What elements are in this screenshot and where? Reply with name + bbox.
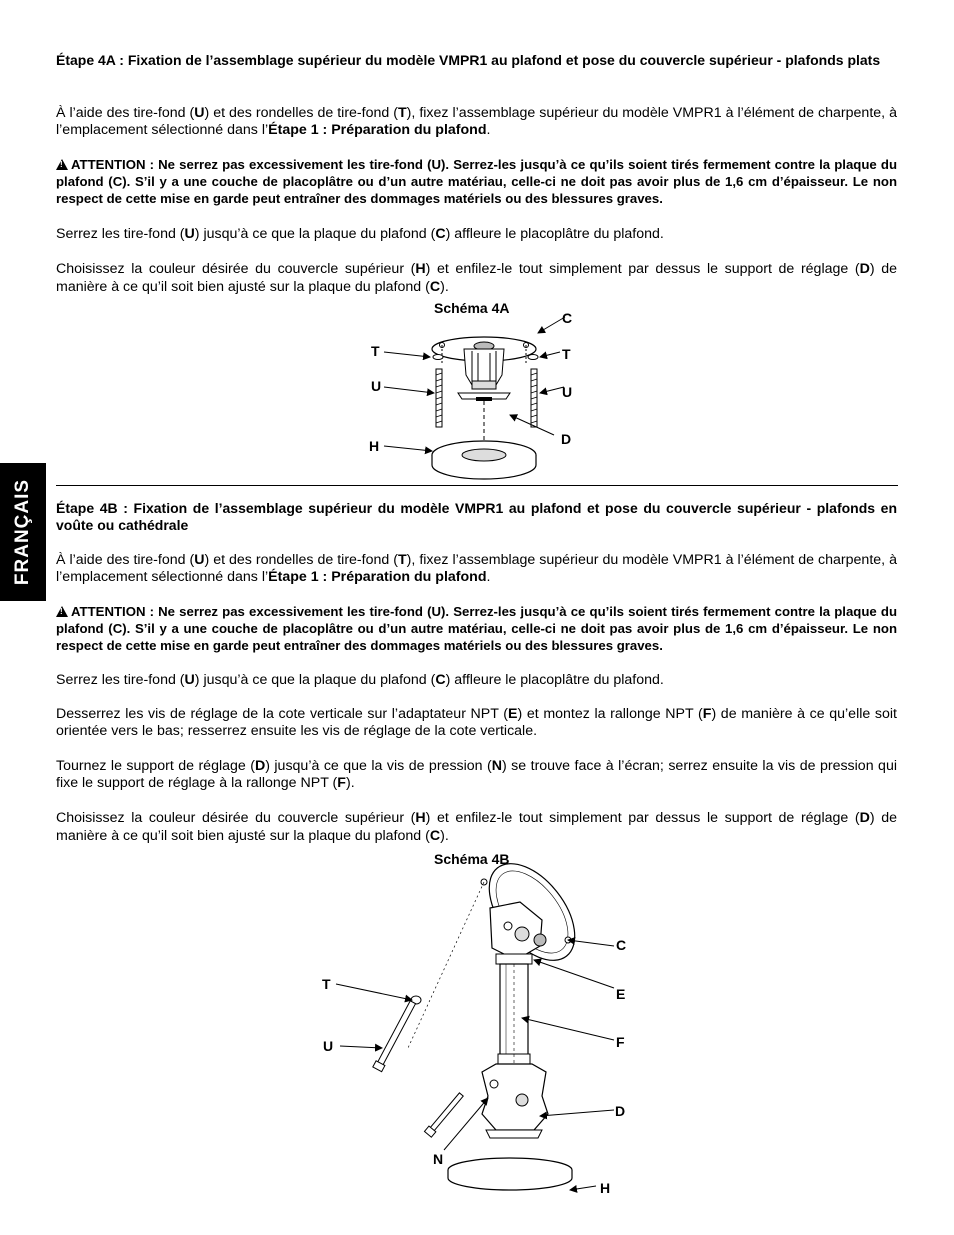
figure-4a-label-t-left: T — [371, 343, 380, 359]
step-4b-paragraph-3: Desserrez les vis de réglage de la cote verticale sur l’adaptateur NPT (E) et montez la rallonge NPT (F) de manière à ce qu’elle soit orientée vers le bas; resserrez ensuite les vis de réglage de la cote verticale. — [56, 706, 897, 739]
language-side-tab: FRANÇAIS — [0, 463, 46, 601]
figure-4b-label-f: F — [616, 1034, 625, 1050]
step-4a-title: Étape 4A : Fixation de l’assemblage supérieur du modèle VMPR1 au plafond et pose du couvercle supérieur - plafonds plats — [56, 52, 881, 68]
figure-4a-label-h: H — [369, 438, 380, 454]
figure-4b-label-n: N — [433, 1151, 444, 1167]
step-4a-paragraph-2: Serrez les tire-fond (U) jusqu’à ce que la plaque du plafond (C) affleure le placoplâtre du plafond. — [56, 226, 664, 242]
figure-4a-diagram — [360, 305, 620, 485]
figure-4b-label-c: C — [616, 937, 627, 953]
step-4b-paragraph-5: Choisissez la couleur désirée du couvercle supérieur (H) et enfilez-le tout simplement par dessus le support de réglage (D) de manière à ce qu’il soit bien ajusté sur la plaque du plafond (C). — [56, 810, 897, 844]
figure-4b-label-d: D — [615, 1103, 626, 1119]
figure-4b-label-u: U — [323, 1038, 334, 1054]
figure-4a-label-c: C — [562, 310, 573, 326]
step-4b-warning: !ATTENTION : Ne serrez pas excessivement les tire-fond (U). Serrez-les jusqu’à ce qu’ils soient tirés fermement contre la plaque du plafond (C). S’il y a une couche de placoplâtre ou d’un autre matériau, celle-ci ne doit pas avoir plus de 1,6 cm d’épaisseur. Le non respect de cette mise en garde peut entraîner des dommages matériels ou des blessures graves. — [56, 603, 897, 654]
figure-4a-label-d: D — [561, 431, 572, 447]
step-4a-paragraph-1: À l’aide des tire-fond (U) et des rondelles de tire-fond (T), fixez l’assemblage supérieur du modèle VMPR1 à l’élément de charpente, à l’emplacement sélectionné dans l’Étape 1 : Préparation du plafond. — [56, 105, 897, 138]
figure-4a-label-u-left: U — [371, 378, 382, 394]
warning-icon — [56, 606, 68, 617]
figure-4b-caption: Schéma 4B — [434, 851, 510, 867]
figure-4a-caption: Schéma 4A — [434, 300, 510, 316]
step-4b-paragraph-1: À l’aide des tire-fond (U) et des rondelles de tire-fond (T), fixez l’assemblage supérieur du modèle VMPR1 à l’élément de charpente, à l’emplacement sélectionné dans l’Étape 1 : Préparation du plafond. — [56, 552, 897, 585]
step-4a-warning: !ATTENTION : Ne serrez pas excessivement les tire-fond (U). Serrez-les jusqu’à ce qu’ils soient tirés fermement contre la plaque du plafond (C). S’il y a une couche de placoplâtre ou d’un autre matériau, celle-ci ne doit pas avoir plus de 1,6 cm d’épaisseur. Le non respect de cette mise en garde peut entraîner des dommages matériels ou des blessures graves. — [56, 156, 897, 207]
figure-4b-label-h: H — [600, 1180, 611, 1196]
figure-4b-diagram — [320, 868, 640, 1198]
step-4a-paragraph-3: Choisissez la couleur désirée du couvercle supérieur (H) et enfilez-le tout simplement par dessus le support de réglage (D) de manière à ce qu’il soit bien ajusté sur la plaque du plafond (C). — [56, 261, 897, 295]
figure-4a-label-t-right: T — [562, 346, 571, 362]
figure-4b-label-t: T — [322, 976, 331, 992]
section-divider — [56, 485, 898, 486]
step-4b-paragraph-2: Serrez les tire-fond (U) jusqu’à ce que la plaque du plafond (C) affleure le placoplâtre du plafond. — [56, 672, 664, 688]
step-4b-paragraph-4: Tournez le support de réglage (D) jusqu’à ce que la vis de pression (N) se trouve face à l’écran; serrez ensuite la vis de pression qui fixe le support de réglage à la rallonge NPT (F). — [56, 758, 897, 791]
figure-4b-label-e: E — [616, 986, 626, 1002]
warning-icon — [56, 159, 68, 170]
step-4b-title: Étape 4B : Fixation de l’assemblage supérieur du modèle VMPR1 au plafond et pose du couvercle supérieur - plafonds en voûte ou cathédrale — [56, 500, 897, 533]
figure-4a-label-u-right: U — [562, 384, 573, 400]
